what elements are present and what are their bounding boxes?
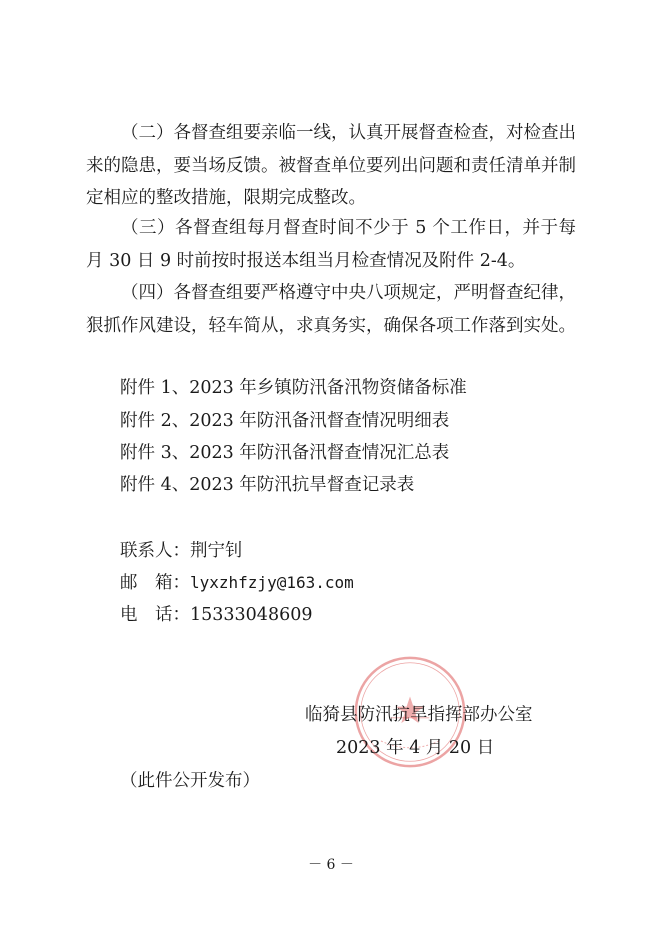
contact-person bbox=[120, 540, 243, 562]
contact-email-value: lyxzhfzjy@163.com bbox=[190, 573, 354, 592]
contact-phone-value: 15333048609 bbox=[190, 605, 313, 625]
contact-person-label: 联系人： bbox=[120, 541, 190, 561]
attachment-2: 附件 2、2023 年防汛备汛督查情况明细表 bbox=[120, 411, 450, 431]
page-number: － 6 － bbox=[308, 857, 354, 873]
contact-email-label: 邮 箱： bbox=[120, 573, 190, 593]
paragraph-2: （二）各督查组要亲临一线，认真开展督查检查，对检查出来的隐患，要当场反馈。被督查单位要列出问题和责任清单并制定相应的整改措施，限期完成整改。 bbox=[86, 123, 576, 208]
attachment-4: 附件 4、2023 年防汛抗旱督查记录表 bbox=[120, 475, 415, 495]
public-note: （此件公开发布） bbox=[120, 771, 260, 791]
paragraph-3: （三）各督查组每月督查时间不少于 5 个工作日，并于每月 30 日 9 时前按时报送本组当月检查情况及附件 2-4。 bbox=[86, 218, 576, 271]
contact-phone-label: 电 话： bbox=[120, 605, 190, 625]
attachment-3: 附件 3、2023 年防汛备汛督查情况汇总表 bbox=[120, 443, 450, 463]
signature-org: 临猗县防汛抗旱指挥部办公室 bbox=[305, 705, 533, 725]
contact-person-value: 荆宁钊 bbox=[190, 541, 243, 561]
contact-email bbox=[120, 572, 354, 594]
contact-phone bbox=[120, 604, 312, 626]
attachment-1: 附件 1、2023 年乡镇防汛备汛物资储备标准 bbox=[120, 378, 467, 398]
signature-date: 2023 年 4 月 20 日 bbox=[336, 738, 495, 758]
paragraph-4: （四）各督查组要严格遵守中央八项规定，严明督查纪律，狠抓作风建设，轻车简从，求真务实，确保各项工作落到实处。 bbox=[86, 283, 576, 336]
